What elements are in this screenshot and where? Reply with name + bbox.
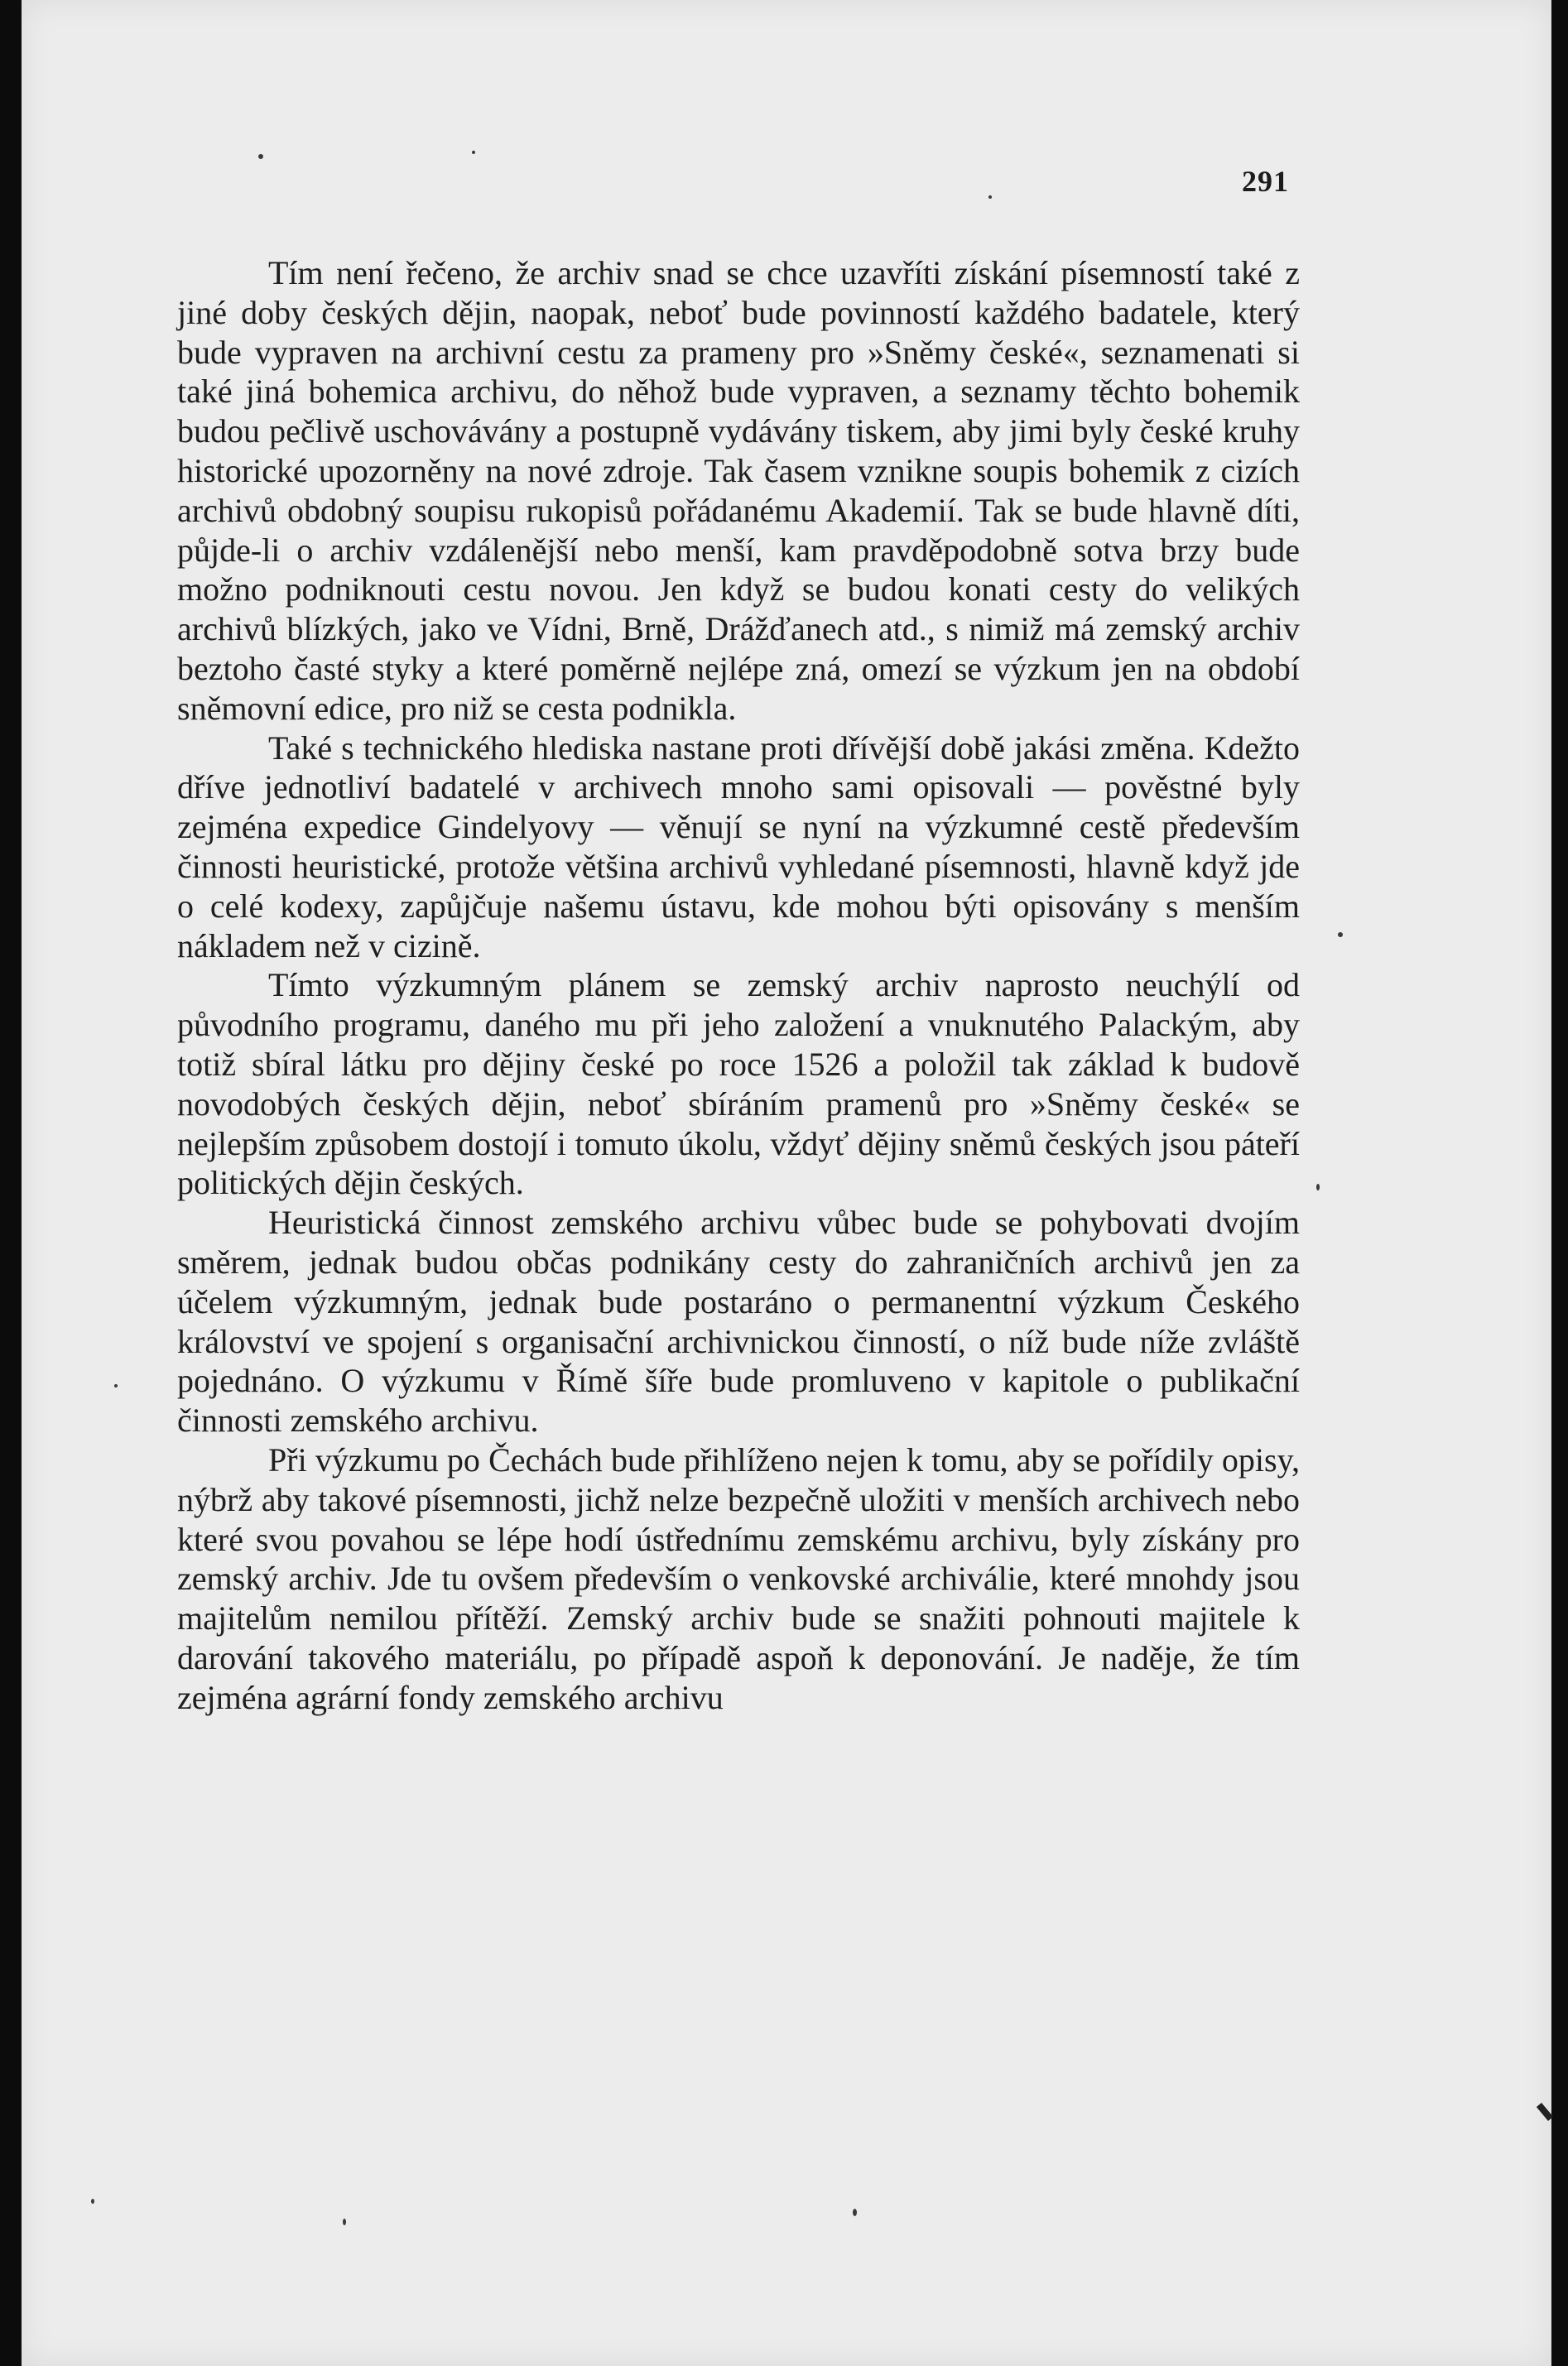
print-speck (114, 1384, 118, 1387)
book-page (22, 0, 1551, 2366)
edge-mark (1537, 2103, 1553, 2121)
paragraph-5: Při výzkumu po Čechách bude přihlíženo nejen k tomu, aby se pořídily opisy, nýbrž aby takové písemnosti, jichž nelze bezpečně uložiti v menších archivech nebo které svou povahou se lépe hodí ústřednímu zemskému archivu, byly získány pro zemský archiv. Jde tu ovšem především o venkovské archiválie, které mnohdy jsou majitelům nemilou přítěží. Zemský archiv bude se snažiti pohnouti majitele k darování takového materiálu, po případě aspoň k deponování. Je naděje, že tím zejména agrární fondy zemského archivu (177, 1440, 1300, 1716)
print-speck (1338, 932, 1343, 937)
print-speck (853, 2209, 857, 2216)
paragraph-4: Heuristická činnost zemského archivu vůbec bude se pohybovati dvojím směrem, jednak budou občas podnikány cesty do zahraničních archivů jen za účelem výzkumným, jednak bude postaráno o permanentní výzkum Českého království ve spojení s organisační archivnickou činností, o níž bude níže zvláště pojednáno. O výzkumu v Římě šíře bude promluveno v kapitole o publikační činnosti zemského archivu. (177, 1204, 1300, 1440)
print-speck (91, 2199, 94, 2204)
print-speck (988, 195, 992, 199)
paragraph-2: Také s technického hlediska nastane proti dřívější době jakási změna. Kdežto dříve jednotliví badatelé v archivech mnoho sami opisovali — pověstné byly zejména expedice Gindelyovy — věnují se nyní na výzkumné cestě především činnosti heuristické, protože většina archivů vyhledané písemnosti, hlavně když jde o celé kodexy, zapůjčuje našemu ústavu, kde mohou býti opisovány s menším nákladem než v cizině. (177, 729, 1300, 964)
page-number: 291 (1242, 165, 1289, 198)
body-text (177, 253, 1300, 1717)
paragraph-3: Tímto výzkumným plánem se zemský archiv naprosto neuchýlí od původního programu, daného mu při jeho založení a vnuknutého Palackým, aby totiž sbíral látku pro dějiny české po roce 1526 a položil tak základ k budově novodobých českých dějin, neboť sbíráním pramenů pro »Sněmy české« se nejlepším způsobem dostojí i tomuto úkolu, vždyť dějiny sněmů českých jsou páteří politických dějin českých. (177, 966, 1300, 1202)
print-speck (343, 2219, 346, 2225)
print-speck (1316, 1184, 1320, 1190)
paragraph-1: Tím není řečeno, že archiv snad se chce uzavříti získání písemností také z jiné doby českých dějin, naopak, neboť bude povinností každého badatele, který bude vypraven na archivní cestu za prameny pro »Sněmy české«, seznamenati si také jiná bohemica archivu, do něhož bude vypraven, a seznamy těchto bohemik budou pečlivě uschovávány a postupně vydávány tiskem, aby jimi byly české kruhy historické upozorněny na nové zdroje. Tak časem vznikne soupis bohemik z cizích archivů obdobný soupisu rukopisů pořádanému Akademií. Tak se bude hlavně díti, půjde-li o archiv vzdálenější nebo menší, kam pravděpodobně sotva brzy bude možno podniknouti cestu novou. Jen když se budou konati cesty do velikých archivů blízkých, jako ve Vídni, Brně, Drážďanech atd., s nimiž má zemský archiv beztoho časté styky a které poměrně nejlépe zná, omezí se výzkum jen na období sněmovní edice, pro niž se cesta podnikla. (177, 254, 1300, 727)
print-speck (472, 151, 475, 154)
print-speck (258, 154, 263, 159)
